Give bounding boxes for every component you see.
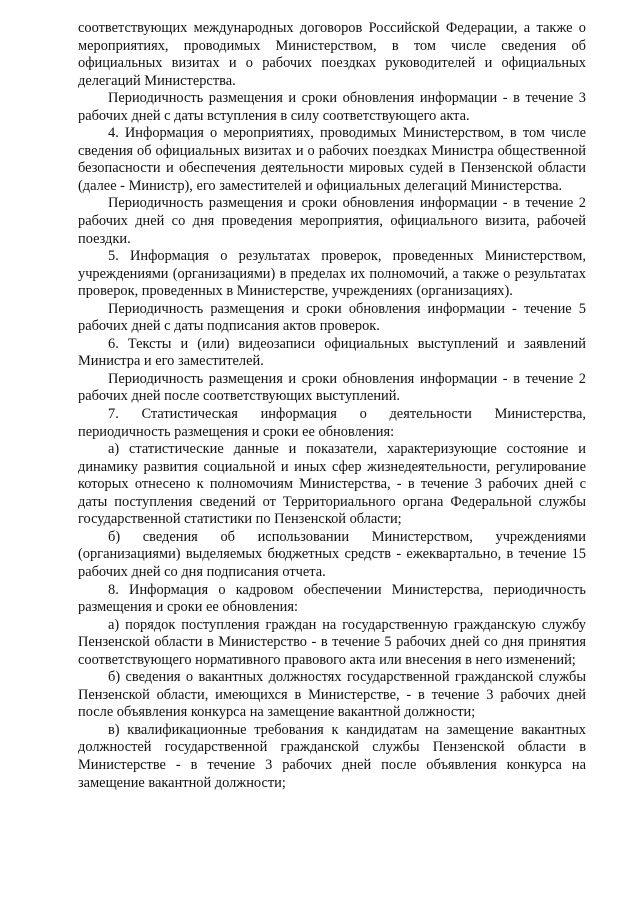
paragraph-item-7b: б) сведения об использовании Министерством, учреждениями (организациями) выделяемых бюджетных средств - ежеквартально, в течение 15 рабочих дней со дня подписания отчета. — [78, 528, 586, 580]
paragraph-item-6: 6. Тексты и (или) видеозаписи официальных выступлений и заявлений Министра и его заместителей. — [78, 335, 586, 370]
paragraph-item-5: 5. Информация о результатах проверок, проведенных Министерством, учреждениями (организациями) в пределах их полномочий, а также о результатах проверок, проведенных в Министерстве, учреждениях (организациях). — [78, 248, 586, 300]
paragraph-item-6-periodicity: Периодичность размещения и сроки обновления информации - в течение 2 рабочих дней после соответствующих выступлений. — [78, 370, 586, 405]
paragraph-item-8b: б) сведения о вакантных должностях государственной гражданской службы Пензенской области, имеющихся в Министерстве, - в течение 3 рабочих дней после объявления конкурса на замещение вакантной должности; — [78, 669, 586, 721]
paragraph-2-periodicity: Периодичность размещения и сроки обновления информации - в течение 3 рабочих дней с даты вступления в силу соответствующего акта. — [78, 90, 586, 124]
document-page — [78, 20, 586, 792]
paragraph-item-4: 4. Информация о мероприятиях, проводимых Министерством, в том числе сведения об официальных визитах и о рабочих поездках Министра общественной безопасности и обеспечения деятельности мировых судей в Пензенской области (далее - Министр), его заместителей и официальных делегаций Министерства. — [78, 125, 586, 194]
paragraph-item-8v: в) квалификационные требования к кандидатам на замещение вакантных должностей государственной гражданской службы Пензенской области в Министерстве - в течение 3 рабочих дней после объявления конкурса на замещение вакантной должности; — [78, 721, 586, 791]
paragraph-item-7: 7. Статистическая информация о деятельности Министерства, периодичность размещения и сроки ее обновления: — [78, 406, 586, 440]
paragraph-item-8: 8. Информация о кадровом обеспечении Министерства, периодичность размещения и сроки ее обновления: — [78, 581, 586, 616]
paragraph-item-5-periodicity: Периодичность размещения и сроки обновления информации - течение 5 рабочих дней с даты подписания актов проверок. — [78, 300, 586, 335]
paragraph-1-continuation: соответствующих международных договоров Российской Федерации, а также о мероприятиях, проводимых Министерством, в том числе сведения об официальных визитах и о рабочих поездках руководителей и официальных делегаций Министерства. — [78, 20, 586, 89]
paragraph-item-8a: а) порядок поступления граждан на государственную гражданскую службу Пензенской области в Министерство - в течение 5 рабочих дней со дня принятия соответствующего нормативного правового акта или внесения в него изменений; — [78, 616, 586, 668]
paragraph-item-7a: а) статистические данные и показатели, характеризующие состояние и динамику развития социальной и иных сфер жизнедеятельности, регулирование которых отнесено к полномочиям Министерства, - в течение 3 рабочих дней с даты поступления сведений от Территориального органа Федеральной службы государственной статистики по Пензенской области; — [78, 441, 586, 528]
paragraph-item-4-periodicity: Периодичность размещения и сроки обновления информации - в течение 2 рабочих дней со дня проведения мероприятия, официального визита, рабочей поездки. — [78, 195, 586, 247]
